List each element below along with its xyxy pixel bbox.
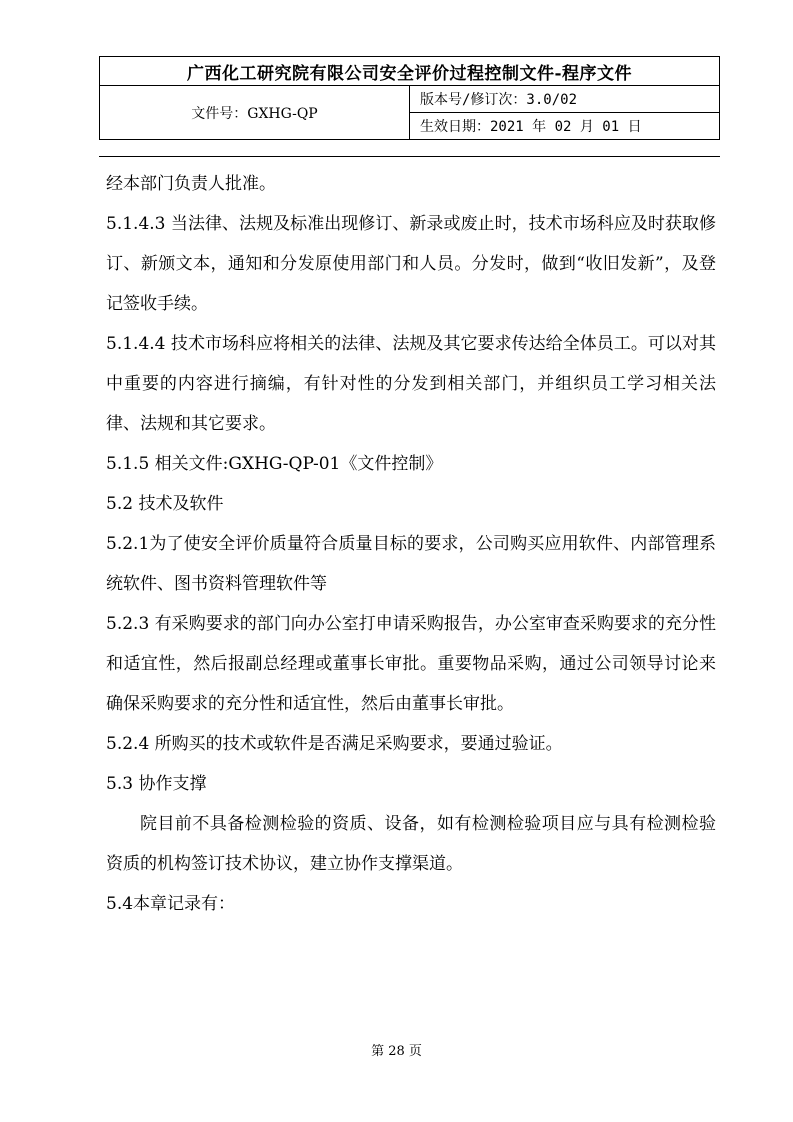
document-number: 文件号：GXHG-QP [100,86,410,140]
page-number: 第 28 页 [371,1044,422,1059]
paragraph-collaboration: 院目前不具备检测检验的资质、设备，如有检测检验项目应与具有检测检验资质的机构签订技术协议，建立协作支撑渠道。 [106,814,716,874]
document-header-table [99,56,720,140]
paragraph-5-2-3: 5.2.3 有采购要求的部门向办公室打申请采购报告，办公室审查采购要求的充分性和适宜性，然后报副总经理或董事长审批。重要物品采购，通过公司领导讨论来确保采购要求的充分性和适宜性，然后由董事长审批。 [106,614,716,714]
section-heading-5-2: 5.2 技术及软件 [106,494,224,514]
document-title: 广西化工研究院有限公司安全评价过程控制文件-程序文件 [100,57,720,86]
document-body [106,164,716,924]
section-heading-5-3: 5.3 协作支撑 [106,774,207,794]
paragraph-5-1-4-4: 5.1.4.4 技术市场科应将相关的法律、法规及其它要求传达给全体员工。可以对其中重要的内容进行摘编，有针对性的分发到相关部门，并组织员工学习相关法律、法规和其它要求。 [106,334,716,434]
paragraph-5-1-5: 5.1.5 相关文件:GXHG-QP-01《文件控制》 [106,454,443,474]
version-revision: 版本号/修订次：3.0/02 [410,86,720,113]
paragraph-5-2-4: 5.2.4 所购买的技术或软件是否满足采购要求，要通过验证。 [106,734,563,754]
effective-date: 生效日期：2021 年 02 月 01 日 [410,113,720,140]
paragraph-approval: 经本部门负责人批准。 [106,174,276,194]
paragraph-5-1-4-3: 5.1.4.3 当法律、法规及标准出现修订、新录或废止时，技术市场科应及时获取修订、新颁文本，通知和分发原使用部门和人员。分发时，做到“收旧发新”，及登记签收手续。 [106,214,716,314]
section-heading-5-4: 5.4本章记录有： [106,894,236,914]
header-separator-line [99,156,720,157]
paragraph-5-2-1: 5.2.1为了使安全评价质量符合质量目标的要求，公司购买应用软件、内部管理系统软件、图书资料管理软件等 [106,534,716,594]
